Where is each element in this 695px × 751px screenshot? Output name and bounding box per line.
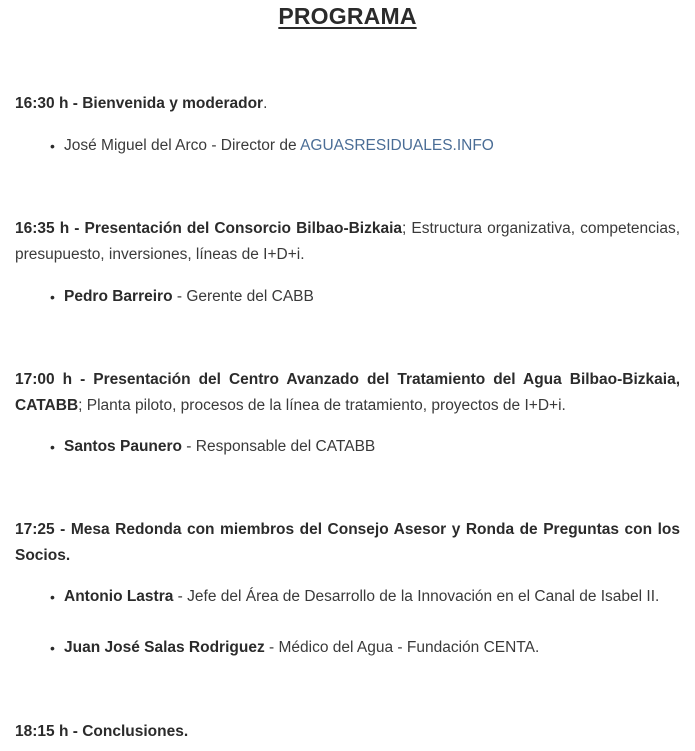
speaker-role: - Médico del Agua - Fundación CENTA. [264,639,540,656]
speaker-role: - Gerente del CABB [172,288,314,305]
session-1-title: 16:30 h - Bienvenida y moderador [15,95,264,112]
page-title: PROGRAMA [278,3,417,29]
speaker-name: Santos Paunero [64,438,182,455]
session-2-description: ; Estructura organizativa, competencias, presupuesto, inversiones, líneas de I+D+i. [15,220,681,263]
session-4-title: 17:25 - Mesa Redonda con miembros del Consejo Asesor y Ronda de Preguntas con los Socios. [15,521,680,564]
list-item [64,584,680,610]
list-item [64,434,680,460]
speaker-text: José Miguel del Arco - Director de [64,137,301,154]
list-item [64,284,680,310]
speaker-name: Pedro Barreiro [64,288,173,305]
speaker-name: Juan José Salas Rodriguez [64,639,265,656]
session-3-heading [15,367,680,419]
session-4-heading [15,517,680,569]
session-5-heading [15,719,680,745]
speaker-role: - Responsable del CATABB [182,438,376,455]
session-1-punct: . [263,95,268,112]
session-2-heading [15,216,680,268]
session-2-title: 16:35 h - Presentación del Consorcio Bilbao-Bizkaia [15,220,403,237]
session-3-title: 17:00 h - Presentación del Centro Avanzado del Tratamiento del Agua Bilbao-Bizkaia, CATABB [15,371,680,414]
session-1-heading [15,91,680,117]
speaker-name: Antonio Lastra [64,588,174,605]
session-3-description: ; Planta piloto, procesos de la línea de tratamiento, proyectos de I+D+i. [78,397,566,414]
speaker-role: - Jefe del Área de Desarrollo de la Innovación en el Canal de Isabel II. [173,588,660,605]
list-item [64,133,680,159]
aguasresiduales-link[interactable]: AGUASRESIDUALES.INFO [300,137,494,154]
session-5-title: 18:15 h - Conclusiones. [15,723,189,740]
list-item [64,635,680,661]
